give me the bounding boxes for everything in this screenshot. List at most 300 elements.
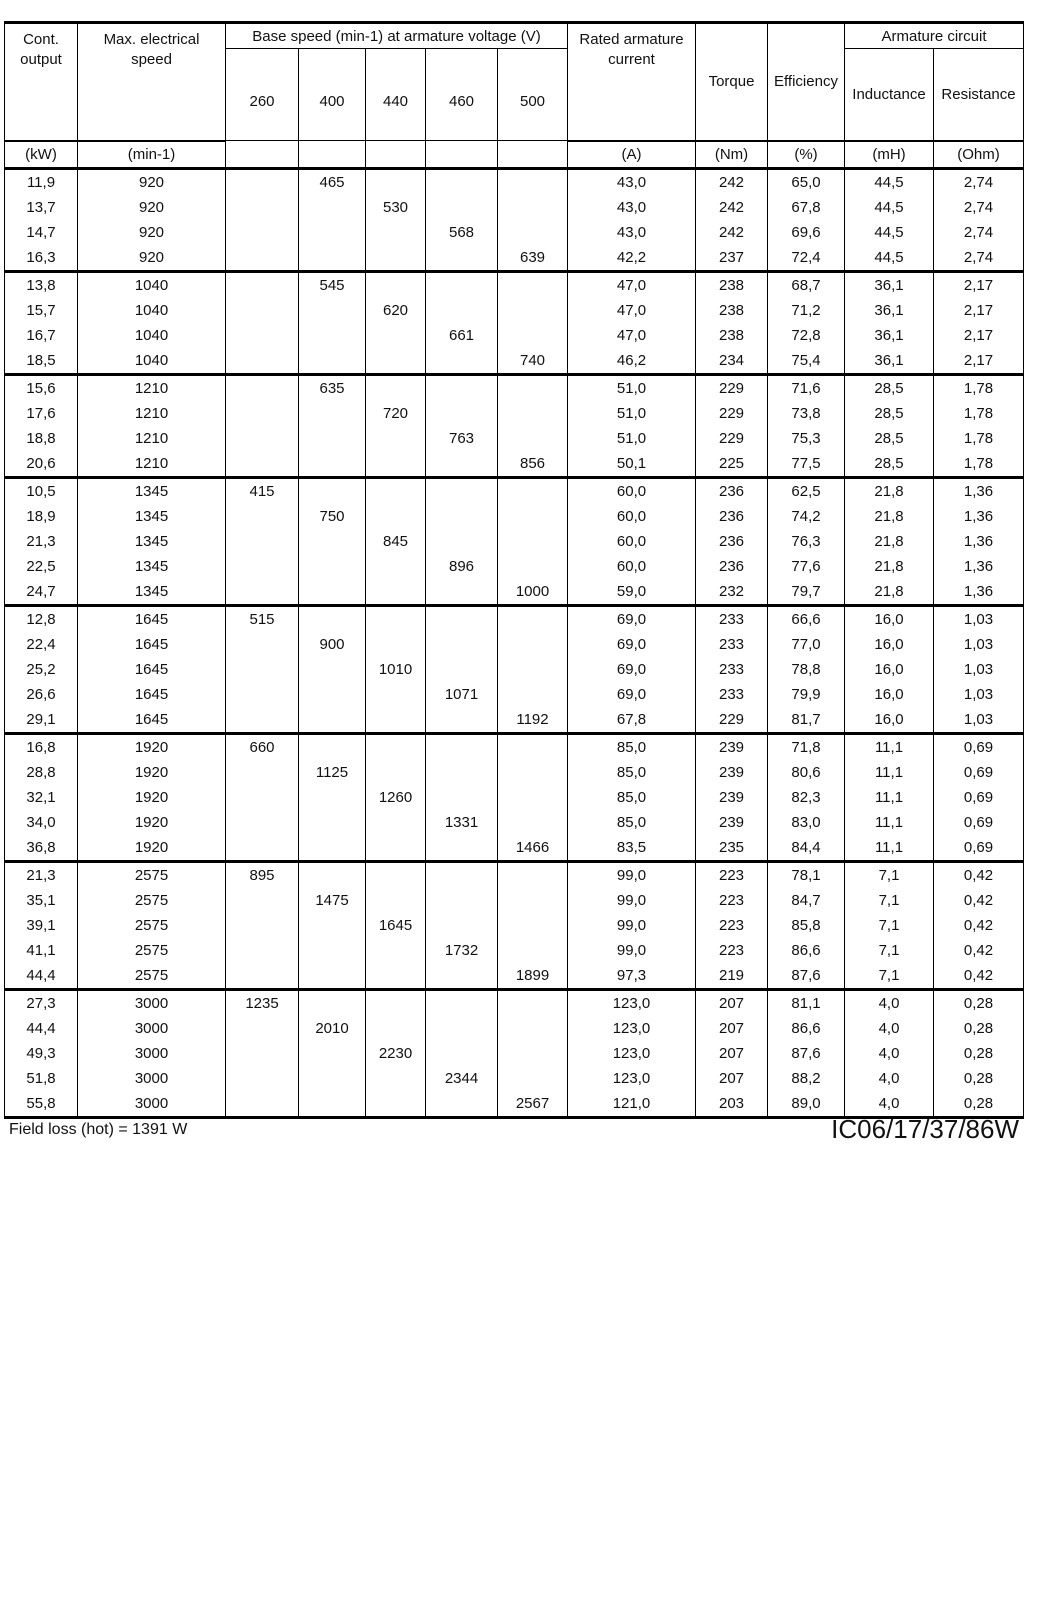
cell-resistance: 1,78	[934, 401, 1024, 426]
cell-speed-260	[226, 1016, 299, 1041]
cell-speed-260	[226, 1066, 299, 1091]
table-row	[5, 810, 1024, 835]
cell-inductance: 44,5	[845, 245, 934, 272]
cell-speed-500: 740	[498, 348, 568, 375]
cell-speed-460	[426, 632, 498, 657]
header-resistance: Resistance	[934, 49, 1024, 141]
cell-rated-current: 69,0	[568, 605, 696, 632]
cell-resistance: 0,42	[934, 861, 1024, 888]
cell-torque: 223	[696, 913, 768, 938]
cell-speed-460	[426, 245, 498, 272]
unit-mh: (mH)	[845, 141, 934, 169]
table-row	[5, 835, 1024, 862]
cell-speed-400	[299, 1091, 366, 1118]
cell-efficiency: 81,1	[768, 989, 845, 1016]
cell-speed-440	[366, 733, 426, 760]
cell-speed-500	[498, 632, 568, 657]
cell-speed-400: 900	[299, 632, 366, 657]
cell-inductance: 36,1	[845, 323, 934, 348]
table-row	[5, 554, 1024, 579]
cell-cont-output: 35,1	[5, 888, 78, 913]
cell-max-speed: 3000	[78, 1041, 226, 1066]
cell-speed-460: 1732	[426, 938, 498, 963]
unit-blank	[426, 141, 498, 169]
cell-speed-460	[426, 1016, 498, 1041]
cell-rated-current: 123,0	[568, 1016, 696, 1041]
cell-speed-440: 620	[366, 298, 426, 323]
cell-inductance: 44,5	[845, 168, 934, 195]
cell-rated-current: 47,0	[568, 298, 696, 323]
cell-speed-440	[366, 707, 426, 734]
cell-resistance: 0,42	[934, 888, 1024, 913]
cell-efficiency: 89,0	[768, 1091, 845, 1118]
cell-inductance: 16,0	[845, 657, 934, 682]
cell-inductance: 44,5	[845, 195, 934, 220]
cell-speed-400	[299, 554, 366, 579]
cell-speed-440: 1010	[366, 657, 426, 682]
cell-inductance: 21,8	[845, 529, 934, 554]
cell-rated-current: 99,0	[568, 913, 696, 938]
cell-speed-400	[299, 401, 366, 426]
cell-rated-current: 69,0	[568, 657, 696, 682]
cell-cont-output: 25,2	[5, 657, 78, 682]
cell-speed-260	[226, 682, 299, 707]
table-row	[5, 963, 1024, 990]
cell-speed-400	[299, 298, 366, 323]
cell-max-speed: 2575	[78, 861, 226, 888]
cell-torque: 242	[696, 195, 768, 220]
cell-speed-500: 1899	[498, 963, 568, 990]
cell-speed-460: 896	[426, 554, 498, 579]
cell-speed-460: 2344	[426, 1066, 498, 1091]
cell-speed-500: 639	[498, 245, 568, 272]
cell-cont-output: 12,8	[5, 605, 78, 632]
header-efficiency: Efficiency	[768, 23, 845, 141]
cell-speed-440	[366, 1016, 426, 1041]
cell-speed-500	[498, 605, 568, 632]
cell-rated-current: 99,0	[568, 938, 696, 963]
cell-resistance: 0,69	[934, 835, 1024, 862]
table-row	[5, 888, 1024, 913]
cell-speed-440	[366, 1066, 426, 1091]
cell-speed-400: 635	[299, 374, 366, 401]
cell-max-speed: 1645	[78, 605, 226, 632]
cell-rated-current: 43,0	[568, 195, 696, 220]
cell-speed-400	[299, 963, 366, 990]
cell-speed-260: 1235	[226, 989, 299, 1016]
cell-speed-440: 2230	[366, 1041, 426, 1066]
cell-speed-500	[498, 426, 568, 451]
cell-speed-460	[426, 401, 498, 426]
cell-cont-output: 21,3	[5, 861, 78, 888]
table-row	[5, 168, 1024, 195]
cell-speed-260	[226, 913, 299, 938]
cell-rated-current: 51,0	[568, 401, 696, 426]
cell-speed-260	[226, 245, 299, 272]
cell-cont-output: 39,1	[5, 913, 78, 938]
cell-torque: 229	[696, 401, 768, 426]
cell-speed-460: 1331	[426, 810, 498, 835]
cell-max-speed: 920	[78, 168, 226, 195]
cell-cont-output: 13,7	[5, 195, 78, 220]
table-row	[5, 451, 1024, 478]
cell-torque: 207	[696, 1016, 768, 1041]
cell-resistance: 0,28	[934, 1066, 1024, 1091]
cell-speed-440	[366, 989, 426, 1016]
cell-speed-500	[498, 760, 568, 785]
cell-speed-260	[226, 1041, 299, 1066]
cell-rated-current: 85,0	[568, 733, 696, 760]
cell-speed-260	[226, 888, 299, 913]
cell-speed-260	[226, 760, 299, 785]
cell-speed-460	[426, 348, 498, 375]
cell-speed-500	[498, 913, 568, 938]
cell-rated-current: 60,0	[568, 504, 696, 529]
cell-max-speed: 1210	[78, 426, 226, 451]
cell-torque: 233	[696, 657, 768, 682]
table-row	[5, 504, 1024, 529]
cell-torque: 239	[696, 760, 768, 785]
cell-speed-400	[299, 426, 366, 451]
cell-inductance: 36,1	[845, 348, 934, 375]
unit-blank	[366, 141, 426, 169]
header-voltage-460: 460	[426, 49, 498, 141]
cell-max-speed: 1345	[78, 579, 226, 606]
cell-inductance: 11,1	[845, 835, 934, 862]
cell-speed-400: 750	[299, 504, 366, 529]
cell-speed-500: 856	[498, 451, 568, 478]
cell-rated-current: 67,8	[568, 707, 696, 734]
table-row	[5, 245, 1024, 272]
cell-speed-260	[226, 323, 299, 348]
unit-blank	[299, 141, 366, 169]
cell-max-speed: 1345	[78, 529, 226, 554]
cell-cont-output: 10,5	[5, 477, 78, 504]
cell-resistance: 0,42	[934, 963, 1024, 990]
cell-inductance: 4,0	[845, 1016, 934, 1041]
cell-speed-460	[426, 605, 498, 632]
cell-speed-460	[426, 913, 498, 938]
cell-speed-500: 1192	[498, 707, 568, 734]
cell-efficiency: 86,6	[768, 1016, 845, 1041]
cell-torque: 236	[696, 554, 768, 579]
cell-speed-260	[226, 504, 299, 529]
cell-speed-400	[299, 529, 366, 554]
cell-efficiency: 68,7	[768, 271, 845, 298]
table-row	[5, 298, 1024, 323]
cell-rated-current: 42,2	[568, 245, 696, 272]
cell-rated-current: 123,0	[568, 1066, 696, 1091]
cell-speed-260	[226, 374, 299, 401]
cell-max-speed: 1345	[78, 477, 226, 504]
cell-torque: 236	[696, 477, 768, 504]
cell-speed-440	[366, 963, 426, 990]
table-row	[5, 529, 1024, 554]
cell-cont-output: 16,3	[5, 245, 78, 272]
cell-inductance: 44,5	[845, 220, 934, 245]
cell-speed-400	[299, 220, 366, 245]
cell-cont-output: 27,3	[5, 989, 78, 1016]
cell-speed-500	[498, 220, 568, 245]
cell-rated-current: 47,0	[568, 323, 696, 348]
header-cont-output: Cont. output	[5, 23, 78, 141]
cell-torque: 233	[696, 632, 768, 657]
unit-min: (min-1)	[78, 141, 226, 169]
cell-max-speed: 1920	[78, 810, 226, 835]
cell-efficiency: 76,3	[768, 529, 845, 554]
cell-speed-500	[498, 168, 568, 195]
cell-cont-output: 13,8	[5, 271, 78, 298]
cell-max-speed: 920	[78, 195, 226, 220]
cell-resistance: 0,42	[934, 913, 1024, 938]
cell-speed-500	[498, 1041, 568, 1066]
cell-torque: 238	[696, 298, 768, 323]
cell-speed-440	[366, 554, 426, 579]
cell-torque: 238	[696, 271, 768, 298]
cell-resistance: 1,78	[934, 451, 1024, 478]
table-row	[5, 989, 1024, 1016]
table-row	[5, 632, 1024, 657]
cell-torque: 237	[696, 245, 768, 272]
cell-speed-400: 2010	[299, 1016, 366, 1041]
cell-speed-440	[366, 477, 426, 504]
cell-efficiency: 80,6	[768, 760, 845, 785]
cell-rated-current: 99,0	[568, 888, 696, 913]
cell-speed-440	[366, 938, 426, 963]
cell-speed-500	[498, 1066, 568, 1091]
cell-resistance: 1,36	[934, 529, 1024, 554]
cell-rated-current: 85,0	[568, 810, 696, 835]
cell-speed-460	[426, 529, 498, 554]
cell-speed-260	[226, 554, 299, 579]
header-inductance: Inductance	[845, 49, 934, 141]
cell-speed-460	[426, 195, 498, 220]
cell-speed-440	[366, 504, 426, 529]
cell-rated-current: 51,0	[568, 426, 696, 451]
cell-torque: 229	[696, 707, 768, 734]
cell-speed-460: 1071	[426, 682, 498, 707]
cell-max-speed: 2575	[78, 938, 226, 963]
cell-speed-500	[498, 861, 568, 888]
cell-resistance: 2,74	[934, 245, 1024, 272]
cell-efficiency: 82,3	[768, 785, 845, 810]
cell-speed-460	[426, 451, 498, 478]
cell-rated-current: 43,0	[568, 220, 696, 245]
cell-rated-current: 123,0	[568, 989, 696, 1016]
cell-resistance: 1,03	[934, 605, 1024, 632]
cell-efficiency: 74,2	[768, 504, 845, 529]
cell-inductance: 16,0	[845, 605, 934, 632]
table-row	[5, 348, 1024, 375]
cell-cont-output: 55,8	[5, 1091, 78, 1118]
cell-inductance: 4,0	[845, 989, 934, 1016]
cell-torque: 225	[696, 451, 768, 478]
cell-speed-400	[299, 657, 366, 682]
cell-speed-460	[426, 168, 498, 195]
cell-efficiency: 73,8	[768, 401, 845, 426]
cell-inductance: 21,8	[845, 477, 934, 504]
cell-efficiency: 65,0	[768, 168, 845, 195]
cell-inductance: 11,1	[845, 733, 934, 760]
cell-inductance: 16,0	[845, 682, 934, 707]
cell-torque: 238	[696, 323, 768, 348]
cell-torque: 207	[696, 989, 768, 1016]
cell-speed-460	[426, 861, 498, 888]
cell-cont-output: 51,8	[5, 1066, 78, 1091]
table-row	[5, 1066, 1024, 1091]
cell-inductance: 7,1	[845, 938, 934, 963]
cell-resistance: 0,28	[934, 1041, 1024, 1066]
cell-cont-output: 15,7	[5, 298, 78, 323]
table-row	[5, 733, 1024, 760]
cell-rated-current: 69,0	[568, 632, 696, 657]
cell-cont-output: 18,9	[5, 504, 78, 529]
header-base-speed-group: Base speed (min-1) at armature voltage (V)	[226, 23, 568, 49]
cell-efficiency: 77,0	[768, 632, 845, 657]
cell-speed-440	[366, 632, 426, 657]
cell-speed-500	[498, 682, 568, 707]
cell-inductance: 7,1	[845, 861, 934, 888]
cell-max-speed: 1210	[78, 401, 226, 426]
cell-resistance: 0,69	[934, 810, 1024, 835]
cell-speed-440	[366, 605, 426, 632]
cell-max-speed: 1345	[78, 554, 226, 579]
cell-cont-output: 20,6	[5, 451, 78, 478]
cell-speed-400	[299, 605, 366, 632]
model-code: IC06/17/37/86W	[831, 1114, 1019, 1144]
unit-blank	[226, 141, 299, 169]
cell-cont-output: 29,1	[5, 707, 78, 734]
cell-rated-current: 83,5	[568, 835, 696, 862]
cell-speed-440	[366, 323, 426, 348]
cell-speed-400	[299, 245, 366, 272]
cell-speed-400	[299, 938, 366, 963]
header-voltage-500: 500	[498, 49, 568, 141]
cell-inductance: 36,1	[845, 271, 934, 298]
cell-speed-500	[498, 374, 568, 401]
cell-speed-440	[366, 861, 426, 888]
cell-resistance: 1,36	[934, 504, 1024, 529]
header-max-speed: Max. electrical speed	[78, 23, 226, 141]
cell-max-speed: 1920	[78, 835, 226, 862]
cell-rated-current: 60,0	[568, 554, 696, 579]
cell-torque: 229	[696, 426, 768, 451]
cell-resistance: 1,36	[934, 554, 1024, 579]
header-rated-current: Rated armature current	[568, 23, 696, 141]
cell-cont-output: 36,8	[5, 835, 78, 862]
cell-speed-440: 720	[366, 401, 426, 426]
cell-resistance: 0,28	[934, 1091, 1024, 1118]
cell-speed-500	[498, 785, 568, 810]
cell-efficiency: 83,0	[768, 810, 845, 835]
cell-speed-500	[498, 504, 568, 529]
cell-resistance: 2,17	[934, 298, 1024, 323]
table-row	[5, 682, 1024, 707]
cell-speed-440	[366, 760, 426, 785]
cell-speed-440	[366, 451, 426, 478]
table-row	[5, 605, 1024, 632]
field-loss-note: Field loss (hot) = 1391 W	[9, 1121, 188, 1138]
cell-speed-500	[498, 477, 568, 504]
cell-speed-460	[426, 298, 498, 323]
cell-cont-output: 34,0	[5, 810, 78, 835]
cell-speed-440: 530	[366, 195, 426, 220]
cell-speed-260	[226, 579, 299, 606]
cell-inductance: 21,8	[845, 504, 934, 529]
cell-efficiency: 79,7	[768, 579, 845, 606]
cell-max-speed: 920	[78, 245, 226, 272]
cell-efficiency: 81,7	[768, 707, 845, 734]
cell-cont-output: 22,4	[5, 632, 78, 657]
cell-resistance: 0,69	[934, 733, 1024, 760]
cell-speed-260	[226, 835, 299, 862]
cell-speed-460	[426, 1041, 498, 1066]
cell-speed-440: 1645	[366, 913, 426, 938]
cell-speed-440	[366, 245, 426, 272]
cell-max-speed: 1040	[78, 298, 226, 323]
cell-speed-460	[426, 733, 498, 760]
cell-rated-current: 85,0	[568, 785, 696, 810]
cell-rated-current: 51,0	[568, 374, 696, 401]
cell-speed-460: 763	[426, 426, 498, 451]
cell-resistance: 2,74	[934, 195, 1024, 220]
cell-cont-output: 26,6	[5, 682, 78, 707]
cell-inductance: 7,1	[845, 963, 934, 990]
cell-resistance: 0,28	[934, 989, 1024, 1016]
table-row	[5, 195, 1024, 220]
unit-nm: (Nm)	[696, 141, 768, 169]
table-row	[5, 785, 1024, 810]
cell-torque: 239	[696, 785, 768, 810]
table-row	[5, 323, 1024, 348]
cell-speed-500	[498, 554, 568, 579]
cell-speed-400	[299, 323, 366, 348]
cell-speed-260: 660	[226, 733, 299, 760]
header-voltage-260: 260	[226, 49, 299, 141]
cell-speed-500: 1000	[498, 579, 568, 606]
table-body	[5, 168, 1024, 1117]
cell-inductance: 4,0	[845, 1091, 934, 1118]
cell-rated-current: 43,0	[568, 168, 696, 195]
cell-torque: 236	[696, 529, 768, 554]
cell-speed-440	[366, 835, 426, 862]
cell-speed-400	[299, 989, 366, 1016]
cell-speed-440: 845	[366, 529, 426, 554]
cell-cont-output: 49,3	[5, 1041, 78, 1066]
cell-speed-260	[226, 220, 299, 245]
cell-speed-500	[498, 989, 568, 1016]
motor-data-table	[4, 21, 1024, 1119]
cell-efficiency: 84,7	[768, 888, 845, 913]
cell-torque: 219	[696, 963, 768, 990]
cell-speed-400: 465	[299, 168, 366, 195]
cell-rated-current: 99,0	[568, 861, 696, 888]
cell-cont-output: 28,8	[5, 760, 78, 785]
cell-max-speed: 3000	[78, 1016, 226, 1041]
cell-torque: 239	[696, 733, 768, 760]
cell-cont-output: 16,8	[5, 733, 78, 760]
cell-inductance: 28,5	[845, 426, 934, 451]
cell-efficiency: 71,2	[768, 298, 845, 323]
table-row	[5, 938, 1024, 963]
cell-speed-440	[366, 168, 426, 195]
cell-speed-440	[366, 271, 426, 298]
cell-speed-500	[498, 938, 568, 963]
cell-cont-output: 41,1	[5, 938, 78, 963]
header-voltage-400: 400	[299, 49, 366, 141]
cell-speed-400: 1125	[299, 760, 366, 785]
cell-max-speed: 1920	[78, 733, 226, 760]
